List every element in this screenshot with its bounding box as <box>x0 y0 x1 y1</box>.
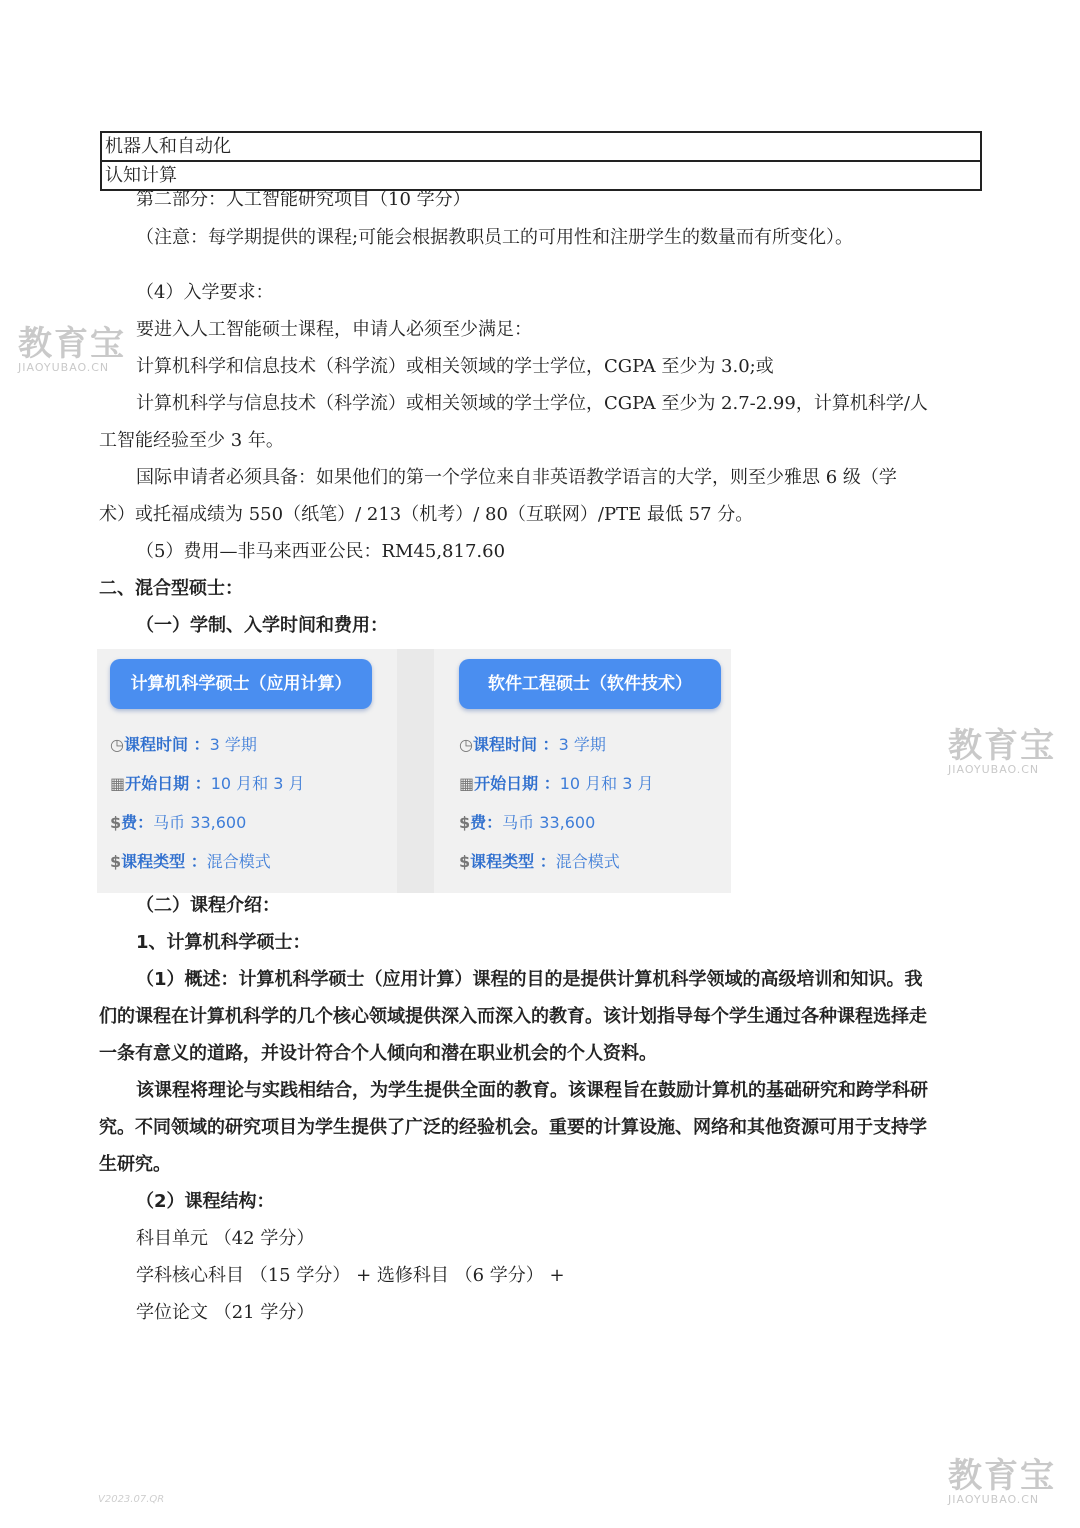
watermark-logo: 教育宝 JIAOYUBAO.CN <box>18 324 126 374</box>
clock-icon: ◷ <box>110 735 124 754</box>
info-row-start-date: ▦开始日期 ：10 月和 3 月 <box>110 774 305 793</box>
info-row-type: $课程类型 ：混合模式 <box>110 852 271 871</box>
footer-note: V2023.07.QR <box>98 1494 165 1505</box>
overview-text: （1）概述：计算机科学硕士（应用计算）课程的目的是提供计算机科学领域的高级培训和知识。我 <box>136 969 923 990</box>
table-row: 机器人和自动化 <box>102 133 980 162</box>
course-table <box>100 131 982 191</box>
overview-text-cont: 们的课程在计算机科学的几个核心领域提供深入而深入的教育。该计划指导每个学生通过各种课程选择走 <box>99 1006 927 1027</box>
international-req: 国际申请者必须具备：如果他们的第一个学位来自非英语教学语言的大学，则至少雅思 6 级（学 <box>136 467 897 488</box>
dollar-icon: $ <box>459 813 471 832</box>
structure-line-1: 科目单元 （42 学分） <box>136 1228 315 1249</box>
admission-intro: 要进入人工智能硕士课程，申请人必须至少满足： <box>136 319 532 340</box>
paragraph-2-cont: 生研究。 <box>99 1154 171 1175</box>
info-row-start-date: ▦开始日期 ：10 月和 3 月 <box>459 774 654 793</box>
requirement-2: 计算机科学与信息技术（科学流）或相关领域的学士学位，CGPA 至少为 2.7-2.99，计算机科学/人 <box>136 393 928 414</box>
requirement-2-cont: 工智能经验至少 3 年。 <box>99 430 284 451</box>
cs-heading: 1、计算机科学硕士： <box>136 932 311 953</box>
dollar-icon: $ <box>110 813 122 832</box>
info-row-fee: $费：马币 33,600 <box>110 813 247 832</box>
international-req-cont: 术）或托福成绩为 550（纸笔）/ 213（机考）/ 80（互联网）/PTE 最低 57 分。 <box>99 504 754 525</box>
fee-line: （5）费用—非马来西亚公民：RM45,817.60 <box>136 541 506 562</box>
structure-heading: （2）课程结构： <box>136 1191 275 1212</box>
info-row-duration: ◷课程时间 ：3 学期 <box>110 735 257 754</box>
info-row-type: $课程类型 ：混合模式 <box>459 852 620 871</box>
requirement-1: 计算机科学和信息技术（科学流）或相关领域的学士学位，CGPA 至少为 3.0;或 <box>136 356 774 377</box>
info-row-duration: ◷课程时间 ：3 学期 <box>459 735 606 754</box>
subsection2-heading: （二）课程介绍： <box>136 895 280 916</box>
structure-line-2: 学科核心科目 （15 学分） + 选修科目 （6 学分） + <box>136 1265 565 1286</box>
dollar-icon: $ <box>110 852 122 871</box>
info-row-fee: $费：马币 33,600 <box>459 813 596 832</box>
structure-line-3: 学位论文 （21 学分） <box>136 1302 315 1323</box>
watermark-logo: 教育宝 JIAOYUBAO.CN <box>948 726 1056 776</box>
subsection1-heading: （一）学制、入学时间和费用： <box>136 615 388 636</box>
paragraph-2-cont: 究。不同领域的研究项目为学生提供了广泛的经验机会。重要的计算设施、网络和其他资源可用于支持学 <box>99 1117 927 1138</box>
section2-heading: 二、混合型硕士： <box>99 578 243 599</box>
table-row: 认知计算 <box>102 162 980 191</box>
admission-heading: （4）入学要求： <box>136 282 274 303</box>
watermark-logo: 教育宝 JIAOYUBAO.CN <box>948 1456 1056 1506</box>
cards-divider <box>397 649 434 893</box>
paragraph-2: 该课程将理论与实践相结合，为学生提供全面的教育。该课程旨在鼓励计算机的基础研究和跨学科研 <box>136 1080 928 1101</box>
overview-text-cont: 一条有意义的道路，并设计符合个人倾向和潜在职业机会的个人资料。 <box>99 1043 657 1064</box>
dollar-icon: $ <box>459 852 471 871</box>
part2-heading: 第二部分：人工智能研究项目（10 学分） <box>136 189 471 210</box>
program-button-cs[interactable]: 计算机科学硕士（应用计算） <box>110 659 372 709</box>
program-button-se[interactable]: 软件工程硕士（软件技术） <box>459 659 721 709</box>
clock-icon: ◷ <box>459 735 473 754</box>
calendar-icon: ▦ <box>459 774 475 793</box>
calendar-icon: ▦ <box>110 774 126 793</box>
note-text: （注意：每学期提供的课程;可能会根据教职员工的可用性和注册学生的数量而有所变化）。 <box>136 227 854 248</box>
